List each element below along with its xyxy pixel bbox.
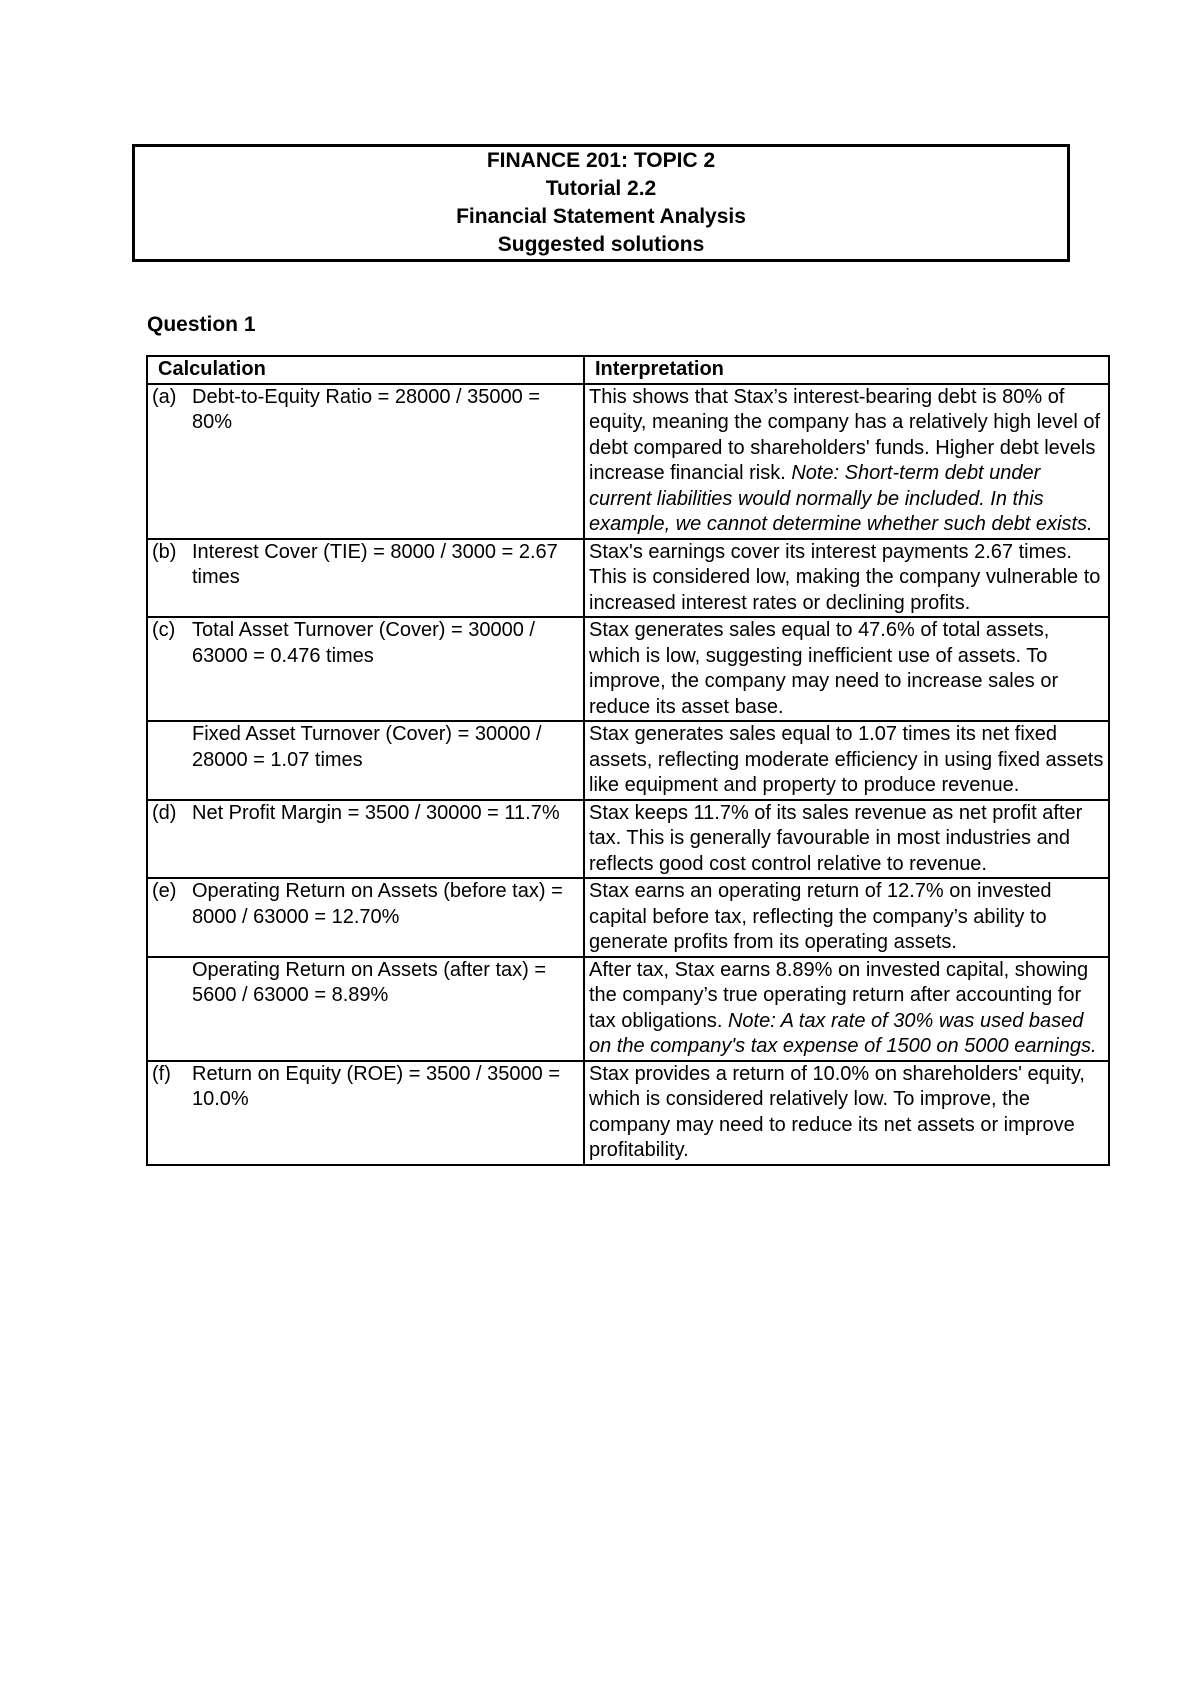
calculation-text: Debt-to-Equity Ratio = 28000 / 35000 = 80%	[192, 385, 541, 433]
interpretation-note: Note: Short-term debt under current liabilities would normally be included. In this example, we cannot determine whether such debt exists.	[589, 462, 1093, 535]
interpretation-text: Stax provides a return of 10.0% on shareholders' equity, which is considered relatively low. To improve, the company may need to reduce its net assets or improve profitability.	[589, 1062, 1085, 1161]
calculation-text: Return on Equity (ROE) = 3500 / 35000 = 10.0%	[192, 1062, 560, 1110]
interpretation-note: Note: A tax rate of 30% was used based on the company's tax expense of 1500 on 5000 earnings.	[589, 1009, 1097, 1057]
title-box	[132, 144, 1070, 262]
interpretation-text: Stax generates sales equal to 1.07 times its net fixed assets, reflecting moderate efficiency in using fixed assets like equipment and property to produce revenue.	[589, 723, 1104, 796]
row-label: (e)	[152, 880, 177, 902]
table-row	[147, 1061, 1109, 1165]
interpretation-cell	[584, 721, 1109, 800]
table-header-row	[147, 356, 1109, 384]
calculation-column-header: Calculation	[147, 356, 584, 384]
row-label: (a)	[152, 385, 177, 408]
row-label	[152, 722, 192, 773]
row-label	[152, 958, 192, 1009]
interpretation-cell	[584, 384, 1109, 539]
course-title: FINANCE 201: TOPIC 2	[486, 149, 716, 172]
calculation-text: Total Asset Turnover (Cover) = 30000 / 63000 = 0.476 times	[192, 619, 535, 667]
interpretation-column-header: Interpretation	[584, 356, 1109, 384]
calculation-text: Operating Return on Assets (after tax) = 5600 / 63000 = 8.89%	[192, 958, 547, 1006]
interpretation-text: Stax earns an operating return of 12.7% on invested capital before tax, reflecting the company’s ability to generate profits from its operating assets.	[589, 880, 1052, 953]
interpretation-text: Stax keeps 11.7% of its sales revenue as net profit after tax. This is generally favourable in most industries and reflects good cost control relative to revenue.	[589, 801, 1083, 875]
interpretation-cell	[584, 800, 1109, 879]
interpretation-cell	[584, 617, 1109, 721]
row-label: (f)	[152, 1062, 171, 1085]
calculation-cell	[147, 384, 584, 539]
interpretation-cell	[584, 878, 1109, 957]
tutorial-topic: Financial Statement Analysis	[456, 205, 746, 228]
interpretation-cell	[584, 957, 1109, 1061]
calculation-cell	[147, 1061, 584, 1165]
calculation-text: Net Profit Margin = 3500 / 30000 = 11.7%	[192, 801, 560, 824]
table-row	[147, 617, 1109, 721]
interpretation-cell	[584, 539, 1109, 618]
calculation-text: Interest Cover (TIE) = 8000 / 3000 = 2.67 times	[192, 540, 558, 588]
row-label: (c)	[152, 619, 176, 641]
table-row	[147, 878, 1109, 957]
calculation-cell	[147, 617, 584, 721]
table-row	[147, 384, 1109, 539]
interpretation-text: This shows that Stax’s interest-bearing debt is 80% of equity, meaning the company has a relatively high level of debt compared to shareholders' funds. Higher debt levels increase financial risk.	[589, 385, 1101, 484]
question-heading: Question 1	[147, 313, 256, 336]
calculation-cell	[147, 539, 584, 618]
calculation-cell	[147, 800, 584, 879]
table-row	[147, 957, 1109, 1061]
calculation-text: Fixed Asset Turnover (Cover) = 30000 / 28000 = 1.07 times	[192, 723, 542, 771]
calculation-cell	[147, 878, 584, 957]
solutions-table	[146, 355, 1110, 1166]
interpretation-text: After tax, Stax earns 8.89% on invested capital, showing the company’s true operating return after accounting for tax obligations.	[589, 958, 1089, 1032]
table-row	[147, 721, 1109, 800]
table-row	[147, 539, 1109, 618]
calculation-cell	[147, 721, 584, 800]
tutorial-number: Tutorial 2.2	[545, 177, 657, 200]
table-row	[147, 800, 1109, 879]
document-subtitle: Suggested solutions	[497, 233, 705, 256]
interpretation-text: Stax generates sales equal to 47.6% of total assets, which is low, suggesting inefficient use of assets. To improve, the company may need to increase sales or reduce its asset base.	[589, 619, 1059, 718]
row-label: (b)	[152, 540, 177, 563]
interpretation-text: Stax's earnings cover its interest payments 2.67 times. This is considered low, making the company vulnerable to increased interest rates or declining profits.	[589, 540, 1101, 614]
interpretation-cell	[584, 1061, 1109, 1165]
calculation-cell	[147, 957, 584, 1061]
calculation-text: Operating Return on Assets (before tax) = 8000 / 63000 = 12.70%	[192, 880, 563, 928]
row-label: (d)	[152, 801, 177, 824]
